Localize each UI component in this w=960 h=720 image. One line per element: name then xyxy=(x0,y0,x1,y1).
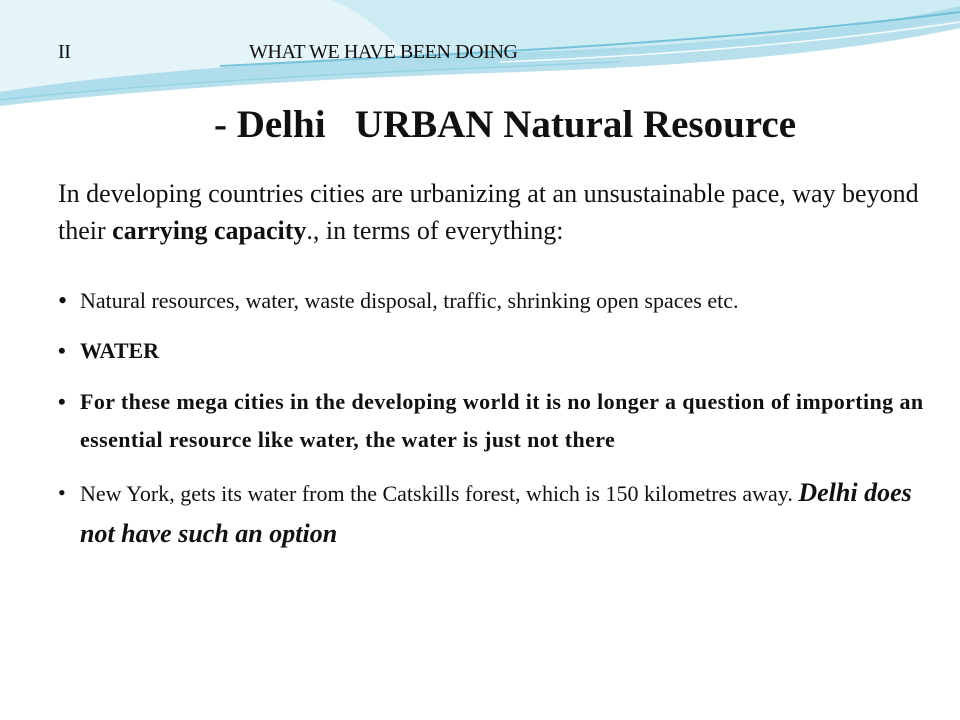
bullet-item-resources xyxy=(58,282,928,319)
intro-paragraph xyxy=(58,175,928,249)
bullet-list xyxy=(58,282,928,555)
section-number: II xyxy=(58,41,71,63)
section-title: WHAT WE HAVE BEEN DOING xyxy=(249,41,518,63)
bullet-text: New York, gets its water from the Catskills forest, which is 150 kilometres away. xyxy=(80,481,799,506)
bullet-item-mega-cities xyxy=(58,383,928,459)
bullet-text: For these mega cities in the developing world it is no longer a question of importing an essential resource like water, the water is just not there xyxy=(80,389,924,452)
bullet-marker: • xyxy=(58,286,68,315)
slide-title: - Delhi URBAN Natural Resource xyxy=(213,103,797,146)
bullet-marker: • xyxy=(58,338,66,363)
intro-emphasis: carrying capacity xyxy=(112,216,307,245)
intro-text-after: ., in terms of everything: xyxy=(306,216,564,245)
bullet-emphasis: Delhi does not have such an option xyxy=(80,478,912,548)
bullet-item-water xyxy=(58,336,928,366)
bullet-item-new-york xyxy=(58,473,928,555)
bullet-marker: • xyxy=(58,389,67,414)
intro-text-before: In developing countries cities are urbanizing at an unsustainable pace, way beyond their xyxy=(58,179,919,245)
bullet-marker: • xyxy=(58,480,66,505)
bullet-text: WATER xyxy=(80,338,160,363)
bullet-text: Natural resources, water, waste disposal, traffic, shrinking open spaces etc. xyxy=(80,288,739,313)
